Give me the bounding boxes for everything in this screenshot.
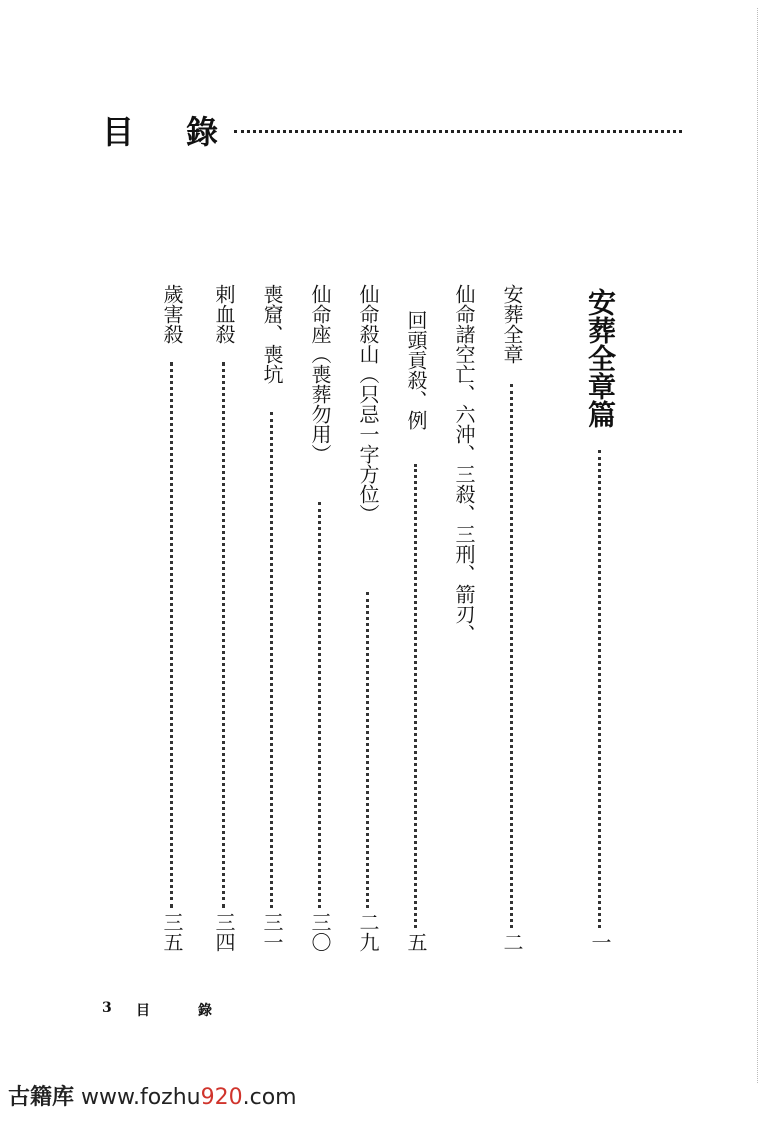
toc-entry-7-page: 三五 [160, 912, 184, 952]
toc-entry-5-leader [270, 412, 273, 908]
toc-entry-6[interactable]: 剌血殺 [212, 284, 236, 344]
toc-entry-4[interactable]: 仙命座（喪葬勿用） [308, 284, 332, 464]
heading-char-mu: 目 [102, 113, 135, 151]
watermark-prefix: www.fozhu [81, 1085, 201, 1110]
toc-entry-7-leader [170, 362, 173, 908]
section-page-number: 一 [588, 932, 612, 952]
toc-entry-7[interactable]: 歲害殺 [160, 284, 184, 344]
section-leader-dots [598, 450, 601, 928]
toc-entry-3-leader [366, 592, 369, 908]
watermark-suffix: .com [242, 1085, 297, 1110]
toc-entry-5[interactable]: 喪窟、喪坑 [260, 284, 284, 384]
toc-entry-6-leader [222, 362, 225, 908]
running-footer [102, 1000, 242, 1020]
heading-char-lu: 錄 [186, 113, 219, 151]
toc-entry-2[interactable]: 仙命諸空亡、六沖、三殺、三刑、箭刃、 [452, 284, 476, 644]
heading-dotted-rule [234, 130, 682, 133]
section-title: 安葬全章篇 [584, 288, 617, 428]
toc-entry-6-page: 三四 [212, 912, 236, 952]
toc-entry-4-leader [318, 502, 321, 908]
watermark-number: 920 [200, 1085, 243, 1110]
footer-char-mu: 目 [136, 1003, 150, 1019]
toc-entry-2-leader [414, 464, 417, 928]
footer-char-lu: 錄 [198, 1003, 212, 1019]
toc-entry-1-page: 二 [500, 932, 524, 952]
toc-entry-2-continued[interactable]: 回頭貢殺、例 [404, 310, 428, 430]
toc-heading [102, 112, 682, 152]
toc-entry-3[interactable]: 仙命殺山（只忌一字方位） [356, 284, 380, 524]
toc-entry-1-leader [510, 384, 513, 928]
toc-entry-3-page: 二九 [356, 912, 380, 952]
site-watermark [8, 1080, 297, 1111]
footer-page-number: 3 [102, 1000, 112, 1016]
toc-entry-1[interactable]: 安葬全章 [500, 284, 524, 364]
toc-entry-2-page: 五 [404, 932, 428, 952]
toc-entry-4-page: 三〇 [308, 912, 332, 952]
page-edge-line [757, 8, 758, 1083]
watermark-brand: 古籍库 [8, 1085, 75, 1110]
toc-entry-5-page: 三一 [260, 912, 284, 952]
